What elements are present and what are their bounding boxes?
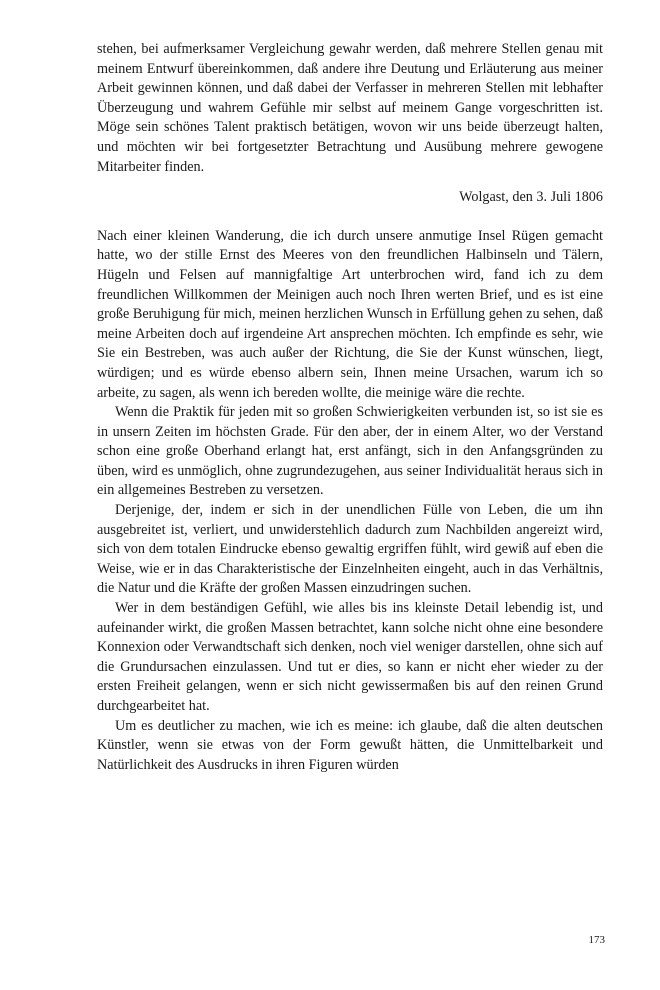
- paragraph-2: Wenn die Praktik für jeden mit so großen Schwierigkeiten verbunden ist, so ist sie es in unsern Zeiten im höchsten Grade. Für den aber, der in einem Alter, wo der Verstand schon eine große Oberhand erlangt hat, erst anfängt, sich in den Anfangsgründen zu üben, wird es unmöglich, ohne zugrundezugehen, aus seiner Individualität heraus sich in ein allgemeines Bestreben zu versetzen.: [97, 404, 603, 499]
- letter-end-paragraph: stehen, bei aufmerksamer Vergleichung gewahr werden, daß mehrere Stellen genau mit meinem Entwurf übereinkommen, daß andere ihre Deutung und Erläuterung aus meiner Arbeit gewinnen können, und daß dabei der Verfasser in mehreren Stellen mit lebhafter Überzeugung und wahrem Gefühle mir selbst auf meinem Gange vorgeschritten ist. Möge sein schönes Talent praktisch betätigen, wovon wir uns beide überzeugt halten, und möchten wir bei fortgesetzter Betrachtung und Ausübung mehrere gewogene Mitarbeiter finden.: [97, 41, 603, 175]
- book-page-text: [97, 40, 603, 775]
- paragraph-4: Wer in dem beständigen Gefühl, wie alles bis ins kleinste Detail lebendig ist, und aufeinander wirkt, die großen Massen betrachtet, kann solche nicht ohne eine besondere Konnexion oder Verwandtschaft sich denken, noch viel weniger darstellen, ohne sich auf die Grundursachen einzulassen. Und tut er dies, so kann er nicht eher wieder zu der ersten Freiheit gelangen, wenn er sich nicht gewissermaßen bis auf den reinen Grund durchgearbeitet hat.: [97, 600, 603, 714]
- dateline: Wolgast, den 3. Juli 1806: [459, 189, 603, 206]
- page-number: 173: [588, 934, 605, 946]
- paragraph-3: Derjenige, der, indem er sich in der unendlichen Fülle von Leben, die um ihn ausgebreitet ist, verliert, und unwiderstehlich dadurch zum Nachbilden angereizt wird, sich von dem totalen Eindrucke ebenso gewaltig ergriffen fühlt, wird gewiß auf eben die Weise, wie er in das Charakteristische der Einzelnheiten eingeht, auch in das Verhältnis, die Natur und die Kräfte der großen Massen einzudringen suchen.: [97, 502, 603, 597]
- paragraph-5: Um es deutlicher zu machen, wie ich es meine: ich glaube, daß die alten deutschen Künstler, wenn sie etwas von der Form gewußt hätten, die Unmittelbarkeit und Natürlichkeit des Ausdrucks in ihren Figuren würden: [97, 717, 603, 773]
- paragraph-1: Nach einer kleinen Wanderung, die ich durch unsere anmutige Insel Rügen gemacht hatte, wo der stille Ernst des Meeres von den freundlichen Halbinseln und Tälern, Hügeln und Felsen auf mannigfaltige Art unterbrochen wird, fand ich zu dem freundlichen Willkommen der Meinigen auch noch Ihren werten Brief, und es ist eine große Beruhigung für mich, meinen herzlichen Wunsch in Erfüllung gehen zu sehen, daß meine Arbeiten doch auf irgendeine Art ansprechen möchten. Ich empfinde es sehr, wie Sie ein Bestreben, was auch außer der Richtung, die Sie der Kunst wünschen, liegt, würdigen; und es würde ebenso albern sein, Ihnen meine Ursachen, warum ich so arbeite, zu sagen, als wenn ich bereden wollte, die meinige wäre die rechte.: [97, 227, 603, 401]
